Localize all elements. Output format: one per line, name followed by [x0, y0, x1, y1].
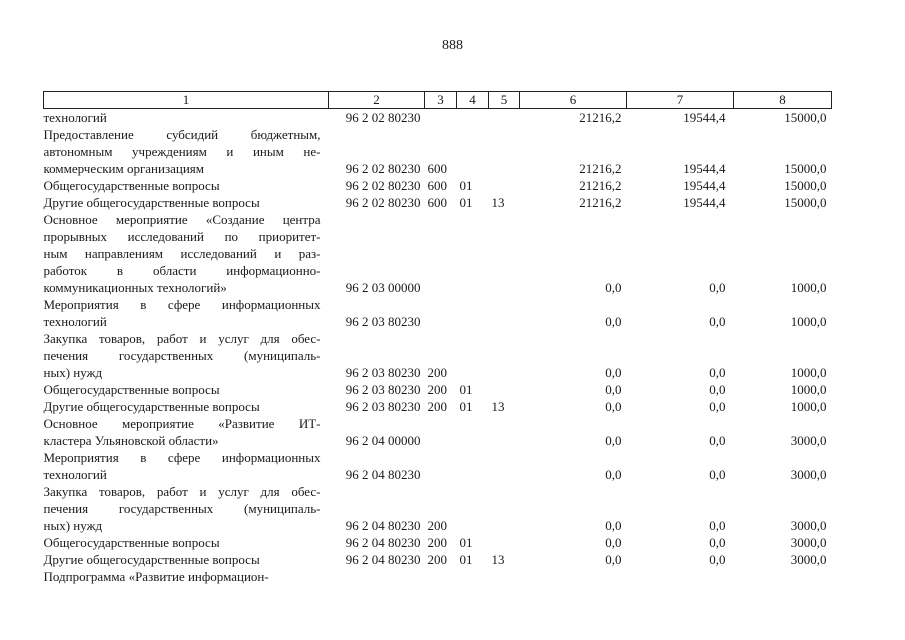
- description-line: печения государственных (муниципаль-: [43, 348, 321, 363]
- code-cell: 96 2 02 80230: [345, 161, 421, 176]
- amount-cell-8: 15000,0: [784, 178, 827, 193]
- description-line: Общегосударственные вопросы: [43, 535, 220, 550]
- table-row: [44, 534, 832, 551]
- amount-cell-6: 0,0: [605, 382, 622, 397]
- expense-type-cell: 200: [427, 552, 447, 567]
- subsection-cell: [489, 109, 520, 127]
- amount-cell-6: 0,0: [605, 314, 622, 329]
- description-line: Закупка товаров, работ и услуг для обес-: [43, 331, 321, 346]
- column-header: 6: [520, 92, 627, 109]
- subsection-cell: [489, 381, 520, 398]
- column-header: 2: [329, 92, 425, 109]
- amount-cell-6: 0,0: [605, 399, 622, 414]
- subsection-cell: [489, 534, 520, 551]
- row-description: [44, 534, 329, 551]
- expense-type-cell: [425, 568, 457, 585]
- code-cell: 96 2 03 80230: [345, 399, 421, 414]
- row-description: [44, 449, 329, 483]
- description-line: Другие общегосударственные вопросы: [43, 399, 260, 414]
- expense-type-cell: [425, 109, 457, 127]
- expense-type-cell: 200: [427, 518, 447, 533]
- amount-cell-6: 21216,2: [579, 178, 622, 193]
- description-line: ным направлениям исследований и раз-: [43, 246, 321, 261]
- row-description: [44, 398, 329, 415]
- section-cell: 01: [459, 552, 473, 567]
- amount-cell-6: 0,0: [605, 467, 622, 482]
- table-row: [44, 194, 832, 211]
- row-description: [44, 551, 329, 568]
- code-cell: [329, 568, 425, 585]
- amount-cell-6: 0,0: [605, 365, 622, 380]
- amount-cell-8: 1000,0: [790, 382, 827, 397]
- description-line: Мероприятия в сфере информационных: [43, 450, 321, 465]
- amount-cell-7: 0,0: [709, 382, 726, 397]
- description-line: коммерческим организациям: [43, 161, 205, 176]
- amount-cell-8: 15000,0: [784, 110, 827, 125]
- description-line: автономным учреждениям и иным не-: [43, 144, 321, 159]
- section-cell: [457, 330, 489, 381]
- description-line: Общегосударственные вопросы: [43, 382, 220, 397]
- row-description: [44, 109, 329, 127]
- amount-cell-8: [734, 568, 832, 585]
- table-row: [44, 415, 832, 449]
- row-description: [44, 568, 329, 585]
- amount-cell-8: 1000,0: [790, 399, 827, 414]
- row-description: [44, 296, 329, 330]
- description-line: работок в области информационно-: [43, 263, 321, 278]
- description-line: Предоставление субсидий бюджетным,: [43, 127, 321, 142]
- subsection-cell: [489, 330, 520, 381]
- amount-cell-8: 1000,0: [790, 365, 827, 380]
- row-description: [44, 415, 329, 449]
- expense-type-cell: [425, 296, 457, 330]
- amount-cell-7: 0,0: [709, 552, 726, 567]
- amount-cell-7: 0,0: [709, 535, 726, 550]
- subsection-cell: [489, 568, 520, 585]
- subsection-cell: 13: [491, 399, 505, 414]
- description-line: печения государственных (муниципаль-: [43, 501, 321, 516]
- description-line: Основное мероприятие «Создание центра: [43, 212, 321, 227]
- amount-cell-7: 0,0: [709, 433, 726, 448]
- table-row: [44, 211, 832, 296]
- amount-cell-8: 15000,0: [784, 161, 827, 176]
- amount-cell-6: 21216,2: [579, 161, 622, 176]
- expense-type-cell: 600: [427, 161, 447, 176]
- amount-cell-7: 0,0: [709, 467, 726, 482]
- section-cell: [457, 211, 489, 296]
- section-cell: [457, 449, 489, 483]
- row-description: [44, 126, 329, 177]
- table-row: [44, 551, 832, 568]
- amount-cell-6: 0,0: [605, 280, 622, 295]
- column-header: 8: [734, 92, 832, 109]
- table-row: [44, 381, 832, 398]
- page-number: 888: [442, 38, 463, 53]
- amount-cell-8: 3000,0: [790, 518, 827, 533]
- subsection-cell: [489, 177, 520, 194]
- expense-type-cell: [425, 449, 457, 483]
- column-header: 1: [44, 92, 329, 109]
- description-line: Общегосударственные вопросы: [43, 178, 220, 193]
- amount-cell-7: 0,0: [709, 365, 726, 380]
- amount-cell-6: 21216,2: [579, 110, 622, 125]
- column-header: 7: [627, 92, 734, 109]
- description-line: технологий: [43, 467, 107, 482]
- code-cell: 96 2 04 80230: [345, 552, 421, 567]
- amount-cell-8: 3000,0: [790, 467, 827, 482]
- amount-cell-7: 0,0: [709, 280, 726, 295]
- row-description: [44, 211, 329, 296]
- code-cell: 96 2 02 80230: [345, 110, 421, 125]
- code-cell: 96 2 03 80230: [345, 365, 421, 380]
- description-line: Другие общегосударственные вопросы: [43, 552, 260, 567]
- description-line: ных) нужд: [43, 365, 103, 380]
- section-cell: [457, 126, 489, 177]
- table-row: [44, 568, 832, 585]
- amount-cell-7: 19544,4: [683, 161, 726, 176]
- expense-type-cell: 600: [427, 195, 447, 210]
- amount-cell-7: [627, 568, 734, 585]
- table-row: [44, 177, 832, 194]
- amount-cell-8: 1000,0: [790, 280, 827, 295]
- description-line: технологий: [43, 110, 107, 125]
- subsection-cell: [489, 211, 520, 296]
- subsection-cell: [489, 296, 520, 330]
- expense-type-cell: 200: [427, 399, 447, 414]
- section-cell: 01: [459, 535, 473, 550]
- expense-type-cell: 600: [427, 178, 447, 193]
- description-line: Другие общегосударственные вопросы: [43, 195, 260, 210]
- amount-cell-7: 19544,4: [683, 110, 726, 125]
- section-cell: 01: [459, 195, 473, 210]
- amount-cell-7: 0,0: [709, 518, 726, 533]
- table-row: [44, 449, 832, 483]
- section-cell: [457, 109, 489, 127]
- row-description: [44, 194, 329, 211]
- description-line: кластера Ульяновской области»: [43, 433, 219, 448]
- budget-table: [43, 91, 832, 585]
- description-line: технологий: [43, 314, 107, 329]
- row-description: [44, 177, 329, 194]
- description-line: коммуникационных технологий»: [43, 280, 227, 295]
- amount-cell-6: 0,0: [605, 535, 622, 550]
- code-cell: 96 2 04 80230: [345, 467, 421, 482]
- expense-type-cell: 200: [427, 535, 447, 550]
- amount-cell-6: 0,0: [605, 433, 622, 448]
- table-row: [44, 398, 832, 415]
- code-cell: 96 2 03 80230: [345, 382, 421, 397]
- section-cell: [457, 568, 489, 585]
- column-header: 5: [489, 92, 520, 109]
- amount-cell-8: 3000,0: [790, 535, 827, 550]
- section-cell: [457, 483, 489, 534]
- section-cell: [457, 415, 489, 449]
- subsection-cell: [489, 449, 520, 483]
- table-body: [44, 109, 832, 586]
- amount-cell-7: 19544,4: [683, 195, 726, 210]
- amount-cell-8: 3000,0: [790, 433, 827, 448]
- subsection-cell: [489, 483, 520, 534]
- description-line: Закупка товаров, работ и услуг для обес-: [43, 484, 321, 499]
- subsection-cell: 13: [491, 552, 505, 567]
- code-cell: 96 2 02 80230: [345, 178, 421, 193]
- expense-type-cell: [425, 415, 457, 449]
- description-line: ных) нужд: [43, 518, 103, 533]
- code-cell: 96 2 04 80230: [345, 518, 421, 533]
- subsection-cell: [489, 126, 520, 177]
- code-cell: 96 2 03 00000: [345, 280, 421, 295]
- amount-cell-6: 0,0: [605, 518, 622, 533]
- row-description: [44, 381, 329, 398]
- table-row: [44, 296, 832, 330]
- expense-type-cell: 200: [427, 382, 447, 397]
- description-line: прорывных исследований по приоритет-: [43, 229, 321, 244]
- code-cell: 96 2 04 00000: [345, 433, 421, 448]
- row-description: [44, 330, 329, 381]
- section-cell: 01: [459, 178, 473, 193]
- header-row: [44, 92, 832, 109]
- row-description: [44, 483, 329, 534]
- amount-cell-7: 0,0: [709, 399, 726, 414]
- amount-cell-6: 21216,2: [579, 195, 622, 210]
- table-row: [44, 330, 832, 381]
- amount-cell-6: 0,0: [605, 552, 622, 567]
- code-cell: 96 2 02 80230: [345, 195, 421, 210]
- description-line: Основное мероприятие «Развитие ИТ-: [43, 416, 321, 431]
- subsection-cell: [489, 415, 520, 449]
- amount-cell-7: 19544,4: [683, 178, 726, 193]
- table-row: [44, 126, 832, 177]
- code-cell: 96 2 03 80230: [345, 314, 421, 329]
- section-cell: [457, 296, 489, 330]
- section-cell: 01: [459, 382, 473, 397]
- description-line: Подпрограмма «Развитие информацион-: [43, 569, 269, 584]
- column-header: 4: [457, 92, 489, 109]
- column-header: 3: [425, 92, 457, 109]
- expense-type-cell: [425, 211, 457, 296]
- expense-type-cell: 200: [427, 365, 447, 380]
- subsection-cell: 13: [491, 195, 505, 210]
- description-line: Мероприятия в сфере информационных: [43, 297, 321, 312]
- amount-cell-8: 1000,0: [790, 314, 827, 329]
- amount-cell-8: 3000,0: [790, 552, 827, 567]
- amount-cell-6: [520, 568, 627, 585]
- amount-cell-7: 0,0: [709, 314, 726, 329]
- code-cell: 96 2 04 80230: [345, 535, 421, 550]
- section-cell: 01: [459, 399, 473, 414]
- table-row: [44, 109, 832, 127]
- table-row: [44, 483, 832, 534]
- amount-cell-8: 15000,0: [784, 195, 827, 210]
